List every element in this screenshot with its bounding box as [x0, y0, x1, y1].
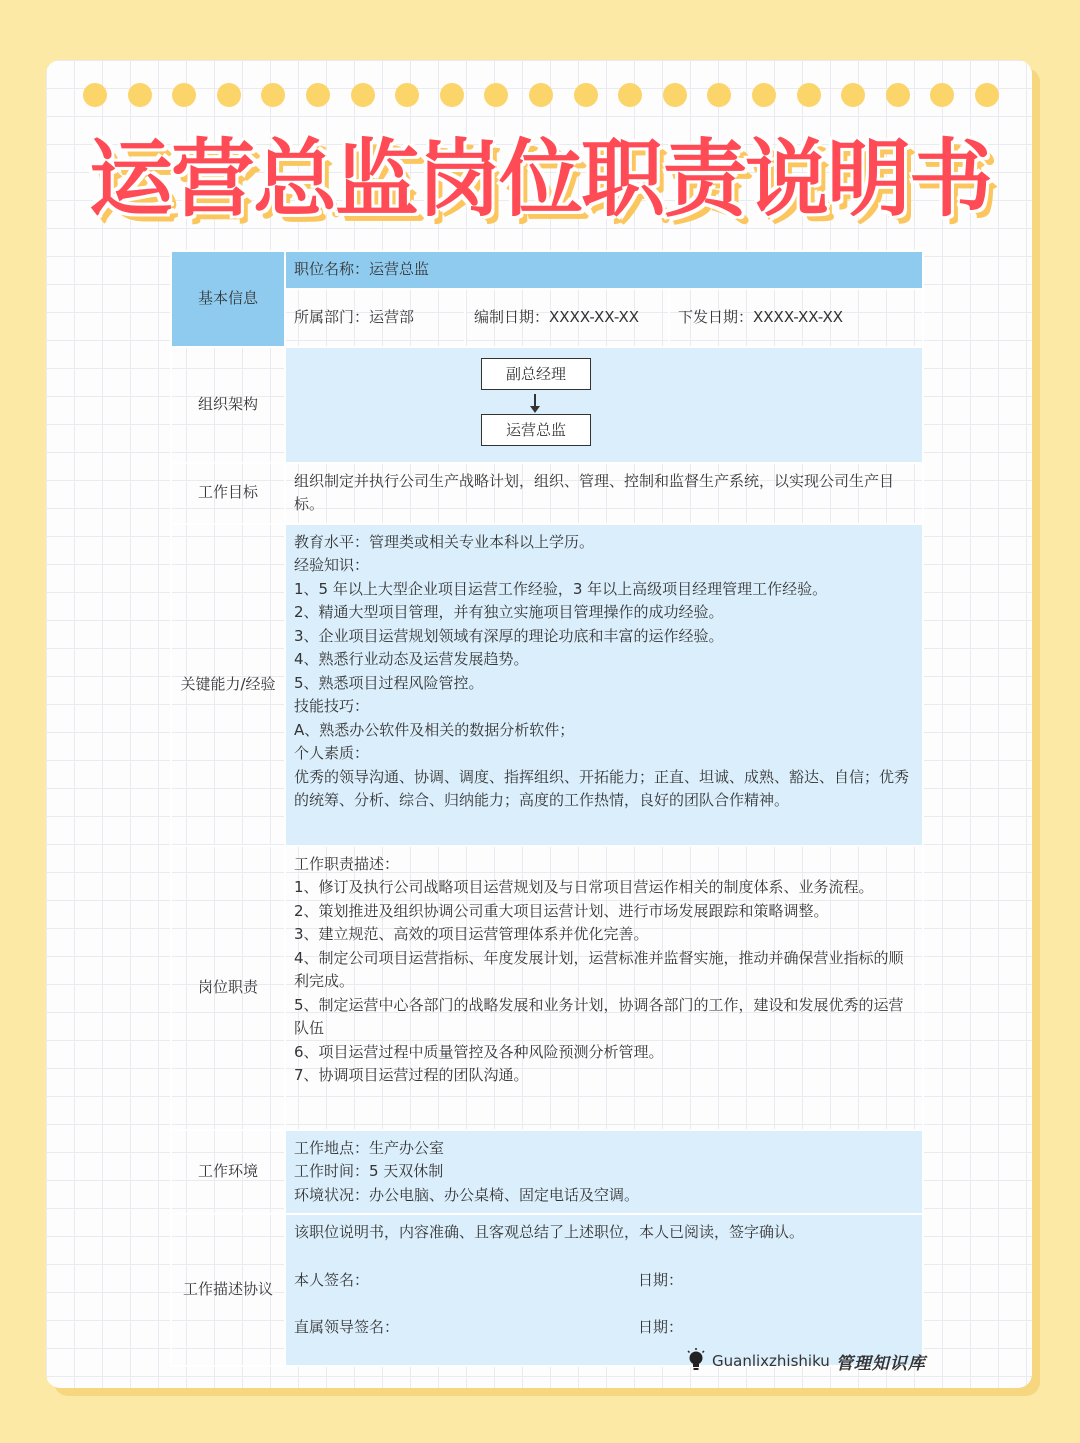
position-name: 职位名称：运营总监 — [285, 251, 923, 289]
dot-icon — [83, 83, 107, 107]
compile-date: 编制日期：XXXX-XX-XX — [465, 289, 669, 347]
org-structure-row — [171, 347, 923, 463]
org-chart — [285, 347, 923, 463]
brand-en: Guanlixzhishiku — [712, 1352, 830, 1370]
brand-cn: 管理知识库 — [835, 1353, 926, 1374]
duty-line: 3、建立规范、高效的项目运营管理体系并优化完善。 — [294, 925, 649, 943]
ability-line: A、熟悉办公软件及相关的数据分析软件； — [294, 720, 575, 739]
work-goal-label: 工作目标 — [171, 463, 285, 524]
job-description-table — [170, 250, 924, 1367]
self-signature-row — [294, 1269, 914, 1293]
org-box-ops-director: 运营总监 — [481, 414, 591, 446]
dot-icon — [261, 83, 285, 107]
key-ability-row — [171, 524, 923, 846]
ability-line: 5、熟悉项目过程风险管控。 — [294, 673, 484, 692]
agreement-row — [171, 1214, 923, 1366]
basic-info-row — [171, 251, 923, 289]
dot-icon — [529, 83, 553, 107]
dot-icon — [574, 83, 598, 107]
department: 所属部门：运营部 — [285, 289, 465, 347]
environment-label: 工作环境 — [171, 1130, 285, 1215]
leader-signature-row — [294, 1316, 914, 1340]
lightbulb-icon — [686, 1348, 706, 1374]
dot-icon — [306, 83, 330, 107]
self-date-field: 日期： — [638, 1270, 684, 1289]
work-goal-row — [171, 463, 923, 524]
ability-line: 3、企业项目运营规划领域有深厚的理论功底和丰富的运作经验。 — [294, 626, 724, 645]
ability-line: 2、精通大型项目管理，并有独立实施项目管理操作的成功经验。 — [294, 603, 724, 621]
dot-icon — [217, 83, 241, 107]
ability-line: 4、熟悉行业动态及运营发展趋势。 — [294, 650, 529, 668]
duties-row — [171, 846, 923, 1130]
duty-line: 7、协调项目运营过程的团队沟通。 — [294, 1066, 529, 1084]
duty-line: 1、修订及执行公司战略项目运营规划及与日常项目营运作相关的制度体系、业务流程。 — [294, 878, 874, 896]
dot-icon — [797, 83, 821, 107]
dot-icon — [886, 83, 910, 107]
duties-label: 岗位职责 — [171, 846, 285, 1130]
ability-line: 教育水平：管理类或相关专业本科以上学历。 — [294, 532, 595, 551]
dot-icon — [663, 83, 687, 107]
dot-icon — [351, 83, 375, 107]
work-goal-text: 组织制定并执行公司生产战略计划，组织、管理、控制和监督生产系统，以实现公司生产目标。 — [285, 463, 923, 524]
dot-icon — [172, 83, 196, 107]
duty-line: 2、策划推进及组织协调公司重大项目运营计划、进行市场发展跟踪和策略调整。 — [294, 901, 829, 920]
basic-info-label: 基本信息 — [171, 251, 285, 347]
duties-content — [285, 846, 923, 1130]
key-ability-label: 关键能力/经验 — [171, 524, 285, 846]
decorative-dots — [83, 83, 1003, 109]
environment-row — [171, 1130, 923, 1215]
dot-icon — [752, 83, 776, 107]
leader-date-field: 日期： — [638, 1318, 684, 1336]
dot-icon — [930, 83, 954, 107]
agreement-content — [285, 1214, 923, 1366]
org-arrow-icon — [530, 406, 540, 413]
dot-icon — [440, 83, 464, 107]
environment-content — [285, 1130, 923, 1215]
dot-icon — [484, 83, 508, 107]
ability-line: 1、5 年以上大型企业项目运营工作经验，3 年以上高级项目经理管理工作经验。 — [294, 579, 828, 598]
ability-line: 优秀的领导沟通、协调、调度、指挥组织、开拓能力；正直、坦诚、成熟、豁达、自信；优秀的统筹、分析、综合、归纳能力；高度的工作热情，良好的团队合作精神。 — [294, 767, 910, 809]
ability-line: 个人素质： — [294, 744, 370, 762]
dot-icon — [395, 83, 419, 107]
key-ability-content — [285, 524, 923, 846]
dot-icon — [618, 83, 642, 107]
page-title: 运营总监岗位职责说明书 — [88, 130, 991, 228]
env-line: 工作地点：生产办公室 — [294, 1138, 445, 1157]
duty-line: 6、项目运营过程中质量管控及各种风险预测分析管理。 — [294, 1042, 664, 1061]
dot-icon — [128, 83, 152, 107]
org-box-deputy-gm: 副总经理 — [481, 358, 591, 390]
duty-line: 工作职责描述： — [294, 854, 400, 873]
footer-brand — [686, 1347, 926, 1375]
leader-signature-field: 直属领导签名： — [294, 1318, 400, 1336]
self-signature-field: 本人签名： — [294, 1270, 370, 1289]
dot-icon — [841, 83, 865, 107]
ability-line: 经验知识： — [294, 556, 370, 574]
agreement-label: 工作描述协议 — [171, 1214, 285, 1366]
ability-line: 技能技巧： — [294, 697, 370, 715]
agreement-text: 该职位说明书，内容准确、且客观总结了上述职位，本人已阅读，签字确认。 — [294, 1223, 805, 1241]
issue-date: 下发日期：XXXX-XX-XX — [669, 289, 923, 347]
org-structure-label: 组织架构 — [171, 347, 285, 463]
env-line: 环境状况：办公电脑、办公桌椅、固定电话及空调。 — [294, 1185, 640, 1204]
dot-icon — [707, 83, 731, 107]
duty-line: 4、制定公司项目运营指标、年度发展计划，运营标准并监督实施，推动并确保营业指标的顺利完成。 — [294, 948, 904, 990]
env-line: 工作时间：5 天双休制 — [294, 1162, 444, 1180]
dot-icon — [975, 83, 999, 107]
duty-line: 5、制定运营中心各部门的战略发展和业务计划，协调各部门的工作，建设和发展优秀的运营队伍 — [294, 995, 904, 1037]
